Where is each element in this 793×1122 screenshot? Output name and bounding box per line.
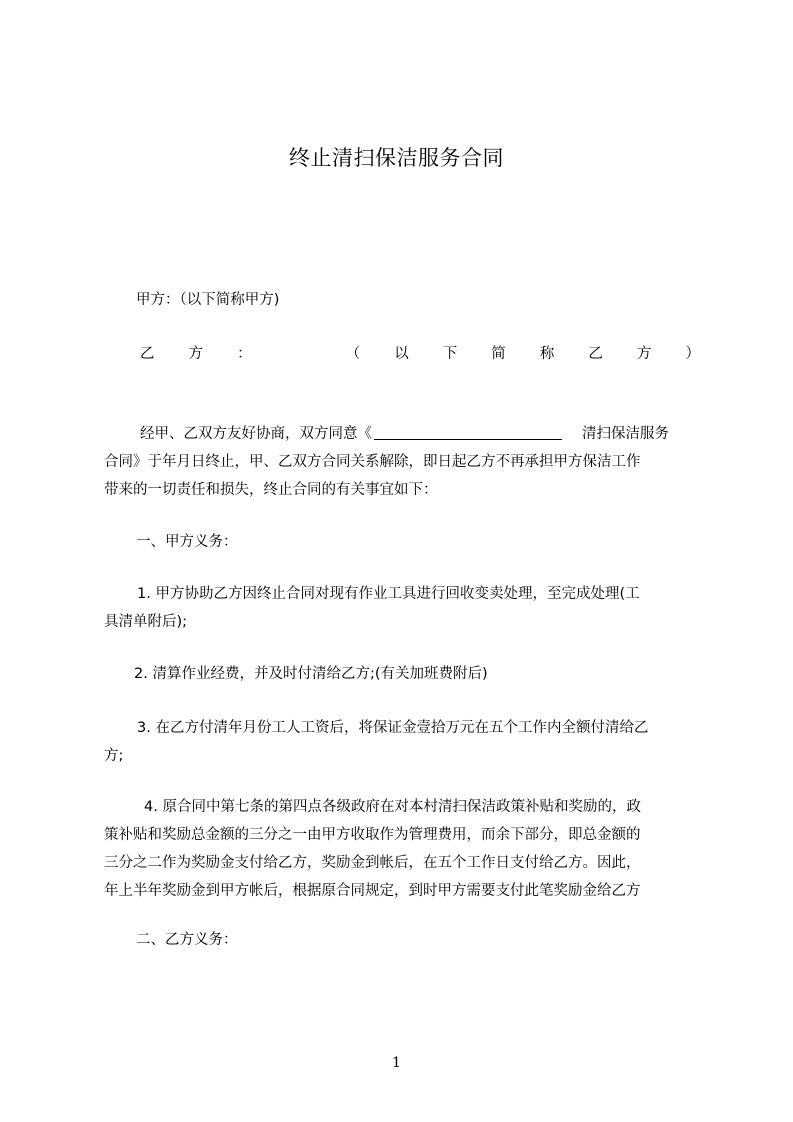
party-b-char: ： — [237, 346, 252, 362]
party-b-char: （ — [345, 346, 361, 362]
party-b-char: 简 — [491, 346, 506, 362]
intro-line-3: 带来的一切责任和损失，终止合同的有关事宜如下： — [104, 482, 438, 498]
section-heading-party-b: 二、乙方义务： — [136, 932, 238, 948]
party-b-char: 乙 — [140, 346, 155, 362]
party-b-char: ） — [685, 346, 700, 362]
obligation-item-3: 3. 在乙方付清年月份工人工资后，将保证金壹拾万元在五个工作内全额付清给乙 方; — [104, 720, 649, 764]
party-b-char: 下 — [442, 346, 458, 362]
obligation-item-4: 4. 原合同中第七条的第四点各级政府在对本村清扫保洁政策补贴和奖励的，政 策补贴和奖励总金额的三分之一由甲方收取作为管理费用，而余下部分，即总金额的 三分之二作为奖励金支付给乙方，奖励金到帐后，在五个工作日支付给乙方。因此， 年上半年奖励金到甲方帐后，根据原合同规定，到时甲方需要支付此笔奖励金给乙方 — [104, 799, 641, 899]
party-b-char: 乙 — [588, 346, 603, 362]
contract-name-blank — [374, 424, 562, 440]
obligation-item-2: 2. 清算作业经费，并及时付清给乙方;(有关加班费附后) — [134, 666, 488, 682]
intro-line-1: 经甲、乙双方友好协商，双方同意《 清扫保洁服务 — [140, 426, 669, 442]
party-b-char: 方 — [636, 346, 652, 362]
party-b-char: 以 — [394, 346, 409, 362]
document-title: 终止清扫保洁服务合同 — [289, 146, 504, 170]
intro-line-2: 合同》于年月日终止，甲、乙双方合同关系解除，即日起乙方不再承担甲方保洁工作 — [104, 454, 641, 470]
page-number: 1 — [392, 1055, 401, 1071]
party-a-line: 甲方：（以下简称甲方) — [136, 292, 280, 308]
section-heading-party-a: 一、甲方义务： — [136, 534, 238, 550]
party-b-line — [140, 340, 700, 368]
intro-paragraph — [104, 420, 704, 504]
party-b-char: 方 — [188, 346, 204, 362]
party-b-char: 称 — [539, 346, 555, 362]
obligation-item-1: 1. 甲方协助乙方因终止合同对现有作业工具进行回收变卖处理，至完成处理(工 具清单附后); — [104, 586, 640, 630]
